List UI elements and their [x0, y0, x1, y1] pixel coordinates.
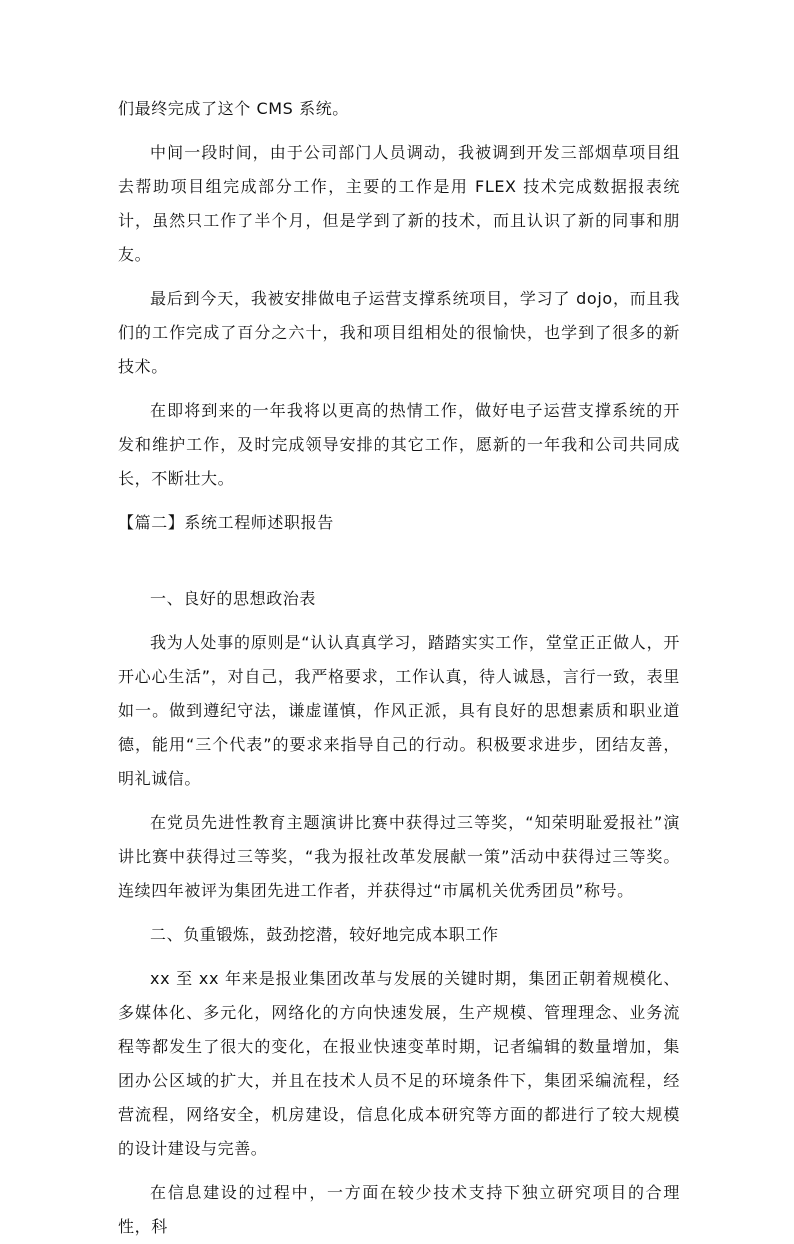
section-two-heading: 二、负重锻炼，鼓劲挖潜，较好地完成本职工作 [150, 925, 499, 944]
section-title: 【篇二】系统工程师述职报告 [118, 513, 334, 532]
paragraph-continuation: 们最终完成了这个 CMS 系统。 [118, 99, 349, 118]
document-body [118, 92, 680, 1244]
section-one-heading: 一、良好的思想政治表 [150, 589, 317, 608]
blank-line [118, 540, 680, 582]
section-one-paragraph-awards: 在党员先进性教育主题演讲比赛中获得过三等奖，“知荣明耻爱报社”演讲比赛中获得过三等奖，“我为报社改革发展献一策”活动中获得过三等奖。连续四年被评为集团先进工作者，并获得过“市属机关优秀团员”称号。 [118, 813, 680, 900]
paragraph-mid-period: 中间一段时间，由于公司部门人员调动，我被调到开发三部烟草项目组去帮助项目组完成部分工作，主要的工作是用 FLEX 技术完成数据报表统计，虽然只工作了半个月，但是学到了新的技术，而且认识了新的同事和朋友。 [118, 143, 680, 264]
paragraph-coming-year: 在即将到来的一年我将以更高的热情工作，做好电子运营支撑系统的开发和维护工作，及时完成领导安排的其它工作，愿新的一年我和公司共同成长，不断壮大。 [118, 401, 680, 488]
section-one-paragraph-principles: 我为人处事的原则是“认认真真学习，踏踏实实工作，堂堂正正做人，开开心心生活”，对自己，我严格要求，工作认真，待人诚恳，言行一致，表里如一。做到遵纪守法，谦虚谨慎，作风正派，具有良好的思想素质和职业道德，能用“三个代表”的要求来指导自己的行动。积极要求进步，团结友善，明礼诚信。 [118, 633, 680, 788]
paragraph-current-project: 最后到今天，我被安排做电子运营支撑系统项目，学习了 dojo，而且我们的工作完成了百分之六十，我和项目组相处的很愉快，也学到了很多的新技术。 [118, 289, 680, 376]
section-two-paragraph-info-building: 在信息建设的过程中，一方面在较少技术支持下独立研究项目的合理性，科 [118, 1183, 680, 1236]
section-two-paragraph-reform: xx 至 xx 年来是报业集团改革与发展的关键时期，集团正朝着规模化、多媒体化、多元化，网络化的方向快速发展，生产规模、管理理念、业务流程等都发生了很大的变化，在报业快速变革时期，记者编辑的数量增加，集团办公区域的扩大，并且在技术人员不足的环境条件下，集团采编流程，经营流程，网络安全，机房建设，信息化成本研究等方面的都进行了较大规模的设计建设与完善。 [118, 969, 680, 1158]
